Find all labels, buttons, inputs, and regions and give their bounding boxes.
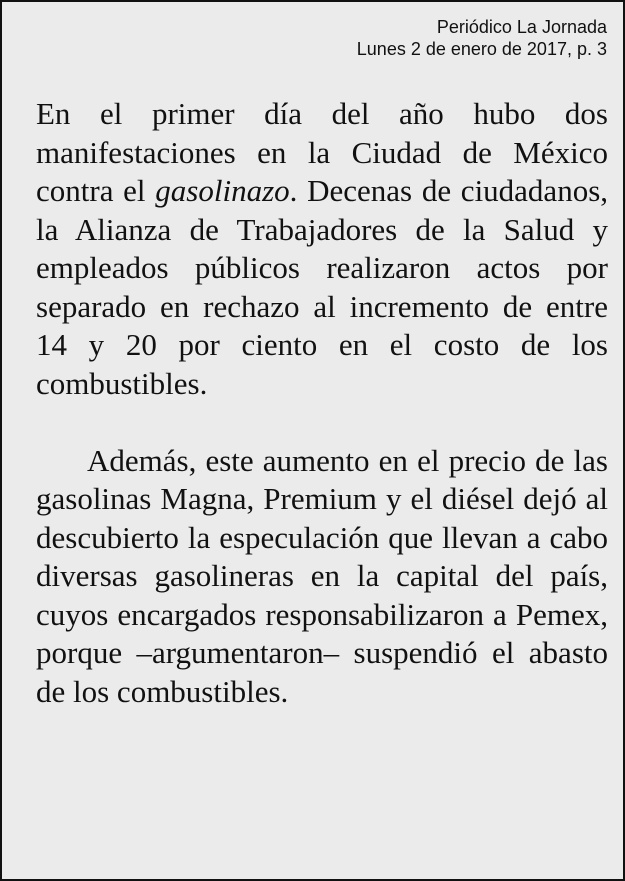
- publication-name: Periódico La Jornada: [436, 17, 607, 37]
- source-citation: [357, 16, 607, 60]
- paragraph-2: Además, este aumento en el precio de las gasolinas Magna, Premium y el diésel dejó al descubierto la especulación que llevan a cabo diversas gasolineras en la capital del país, cuyos encargados responsabilizaron a Pemex, porque –argumentaron– suspendió el abasto de los combustibles.: [36, 442, 608, 709]
- paragraph-1: [36, 95, 608, 403]
- paragraph-1-text-start: En el primer día del año hubo dos manifestaciones en la Ciudad de México contra el: [36, 96, 608, 208]
- italic-term: gasolinazo: [155, 173, 290, 208]
- publication-date-page: Lunes 2 de enero de 2017, p. 3: [356, 39, 607, 59]
- paragraph-1-text-end: . Decenas de ciudadanos, la Alianza de Trabajadores de la Salud y empleados públicos realizaron actos por separado en rechazo al incremento de entre 14 y 20 por ciento en el costo de los combustibles.: [36, 173, 609, 401]
- article-body: [36, 95, 608, 711]
